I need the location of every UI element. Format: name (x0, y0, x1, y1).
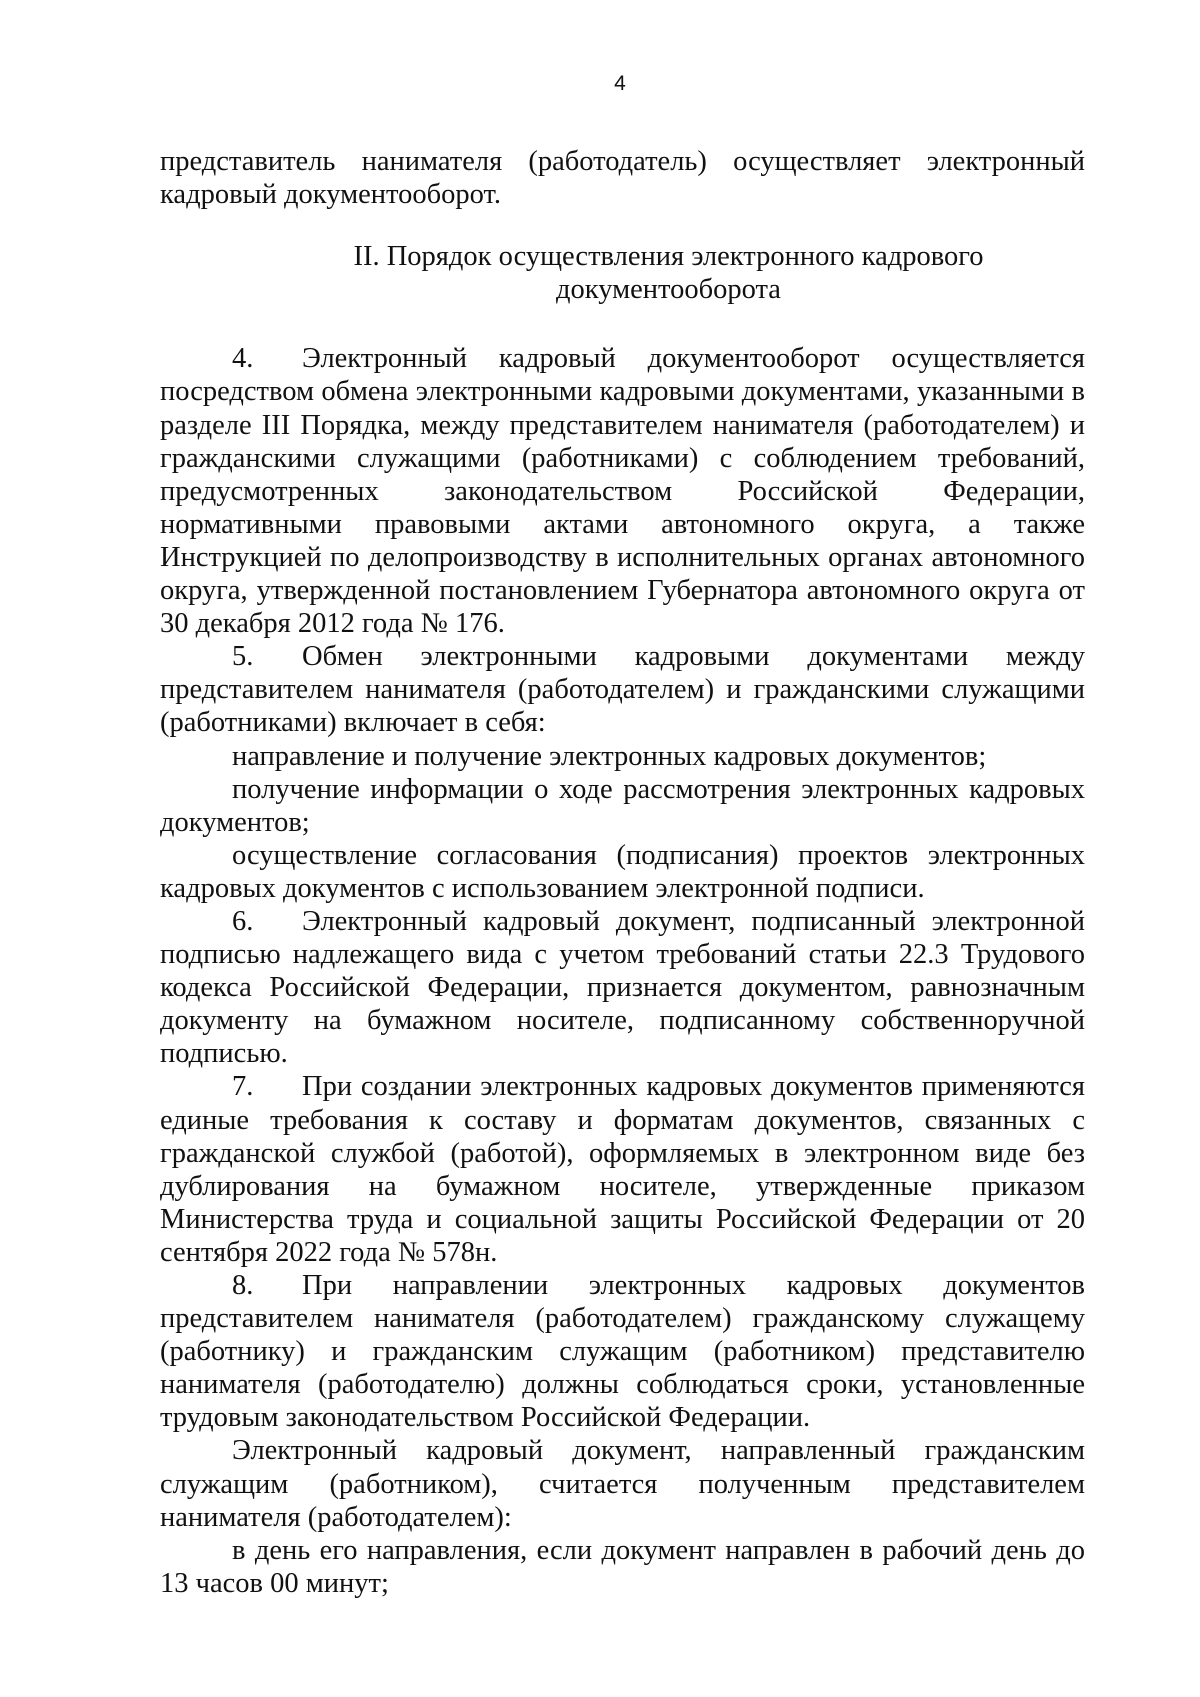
paragraph-7 (160, 1070, 1085, 1269)
paragraph-4-number: 4. (232, 343, 254, 375)
paragraph-7-text: При создании электронных кадровых документов применяются единые требования к составу и форматам документов, связанных с гражданской службой (работой), оформляемых в электронном виде без дублирования на бумажном носителе, утвержденные приказом Министерства труда и социальной защиты Российской Федерации от 20 сентября 2022 года № 578н. (160, 1071, 1085, 1268)
paragraph-8-number: 8. (232, 1270, 254, 1301)
section-heading-line-2: документооборота (556, 274, 781, 306)
paragraph-5-number: 5. (232, 641, 254, 673)
paragraph-5 (160, 640, 1085, 739)
paragraph-5-item-c: осуществление согласования (подписания) проектов электронных кадровых документов с использованием электронной подписи. (160, 839, 1085, 904)
paragraph-8-item-a: в день его направления, если документ направлен в рабочий день до 13 часов 00 минут; (160, 1534, 1085, 1599)
paragraph-6 (160, 905, 1085, 1070)
section-heading-line-1: II. Порядок осуществления электронного кадрового (353, 241, 984, 273)
page-number: 4 (614, 72, 626, 95)
paragraph-8-continuation: Электронный кадровый документ, направленный гражданским служащим (работником), считается полученным представителем нанимателя (работодателем): (160, 1435, 1085, 1533)
paragraph-6-number: 6. (232, 905, 254, 937)
paragraph-4-text: Электронный кадровый документооборот осуществляется посредством обмена электронными кадровыми документами, указанными в разделе III Порядка, между представителем нанимателя (работодателем) и гражданскими служащими (работниками) с соблюдением требований, предусмотренных законодательством Российской Федерации, нормативными правовыми актами автономного округа, а также Инструкцией по делопроизводству в исполнительных органах автономного округа, утвержденной постановлением Губернатора автономного округа от 30 декабря 2012 года № 176. (160, 343, 1085, 640)
paragraph-4 (160, 342, 1085, 640)
document-body (160, 145, 1085, 1600)
paragraph-5-item-a: направление и получение электронных кадровых документов; (232, 740, 987, 772)
paragraph-8 (160, 1269, 1085, 1434)
paragraph-8-text: При направлении электронных кадровых документов представителем нанимателя (работодателем) гражданскому служащему (работнику) и гражданским служащим (работником) представителю нанимателя (работодателю) должны соблюдаться сроки, установленные трудовым законодательством Российской Федерации. (160, 1270, 1085, 1434)
paragraph-6-text: Электронный кадровый документ, подписанный электронной подписью надлежащего вида с учетом требований статьи 22.3 Трудового кодекса Российской Федерации, признается документом, равнозначным документу на бумажном носителе, подписанному собственноручной подписью. (160, 905, 1085, 1070)
paragraph-5-item-b: получение информации о ходе рассмотрения электронных кадровых документов; (160, 773, 1085, 838)
paragraph-7-number: 7. (232, 1071, 254, 1103)
paragraph-5-text: Обмен электронными кадровыми документами между представителем нанимателя (работодателем) и гражданскими служащими (работниками) включает в себя: (160, 641, 1085, 739)
section-heading (160, 240, 1085, 306)
intro-paragraph: представитель нанимателя (работодатель) осуществляет электронный кадровый документооборот. (160, 146, 1085, 211)
